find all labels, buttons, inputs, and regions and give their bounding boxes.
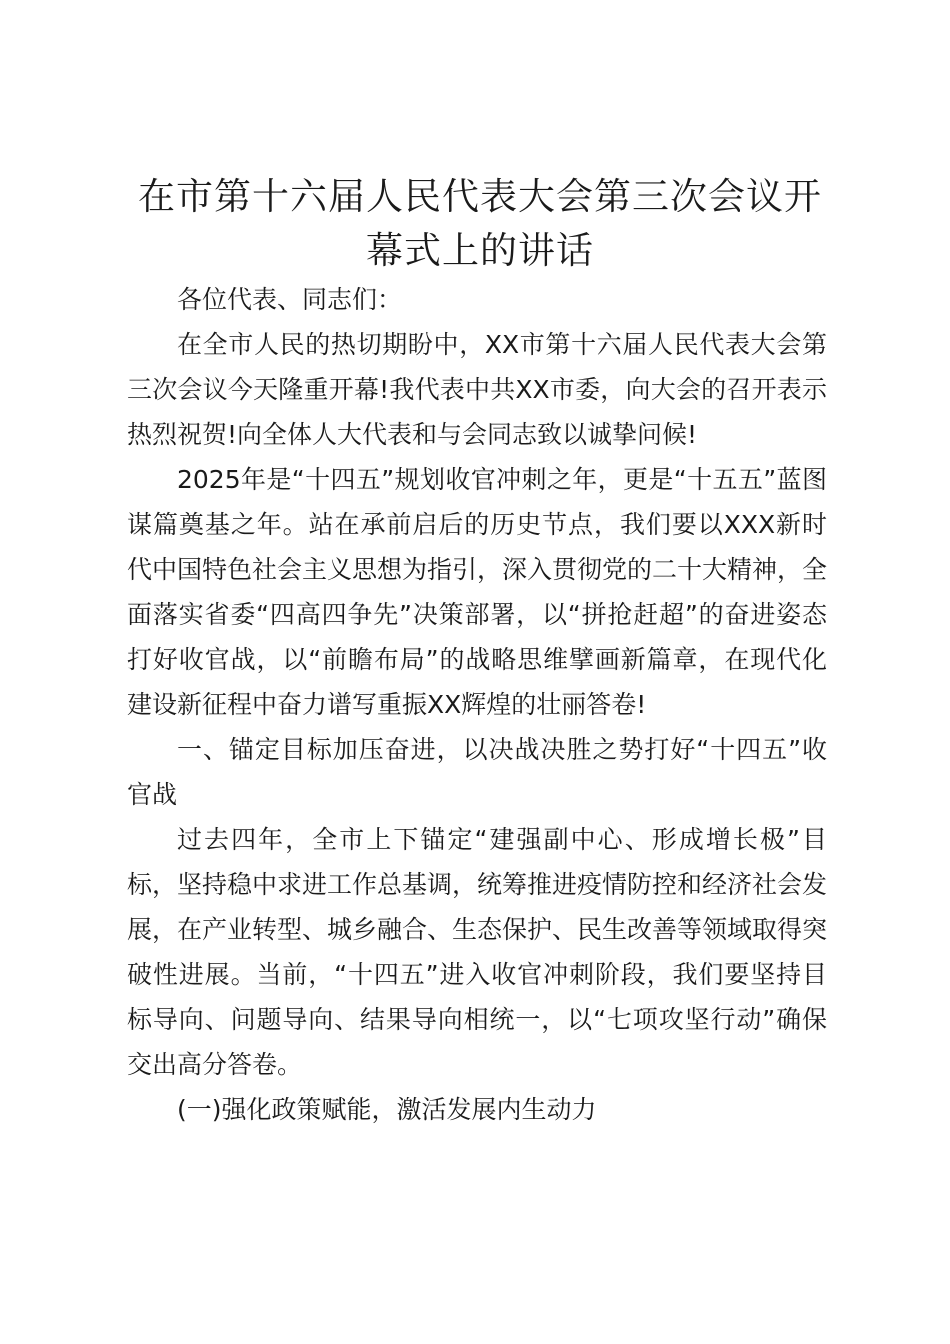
paragraph-context: 2025年是“十四五”规划收官冲刺之年，更是“十五五”蓝图谋篇奠基之年。站在承前启后的历史节点，我们要以XXX新时代中国特色社会主义思想为指引，深入贯彻党的二十大精神，全面落实省委“四高四争先”决策部署，以“拼抢赶超”的奋进姿态打好收官战，以“前瞻布局”的战略思维擘画新篇章，在现代化建设新征程中奋力谱写重振XX辉煌的壮丽答卷! [127, 465, 828, 719]
paragraph-opening: 在全市人民的热切期盼中，XX市第十六届人民代表大会第三次会议今天隆重开幕!我代表中共XX市委，向大会的召开表示热烈祝贺!向全体人大代表和与会同志致以诚挚问候! [127, 330, 827, 449]
paragraph-review: 过去四年，全市上下锚定“建强副中心、形成增长极”目标，坚持稳中求进工作总基调，统筹推进疫情防控和经济社会发展，在产业转型、城乡融合、生态保护、民生改善等领域取得突破性进展。当前，“十四五”进入收官冲刺阶段，我们要坚持目标导向、问题导向、结果导向相统一，以“七项攻坚行动”确保交出高分答卷。 [127, 825, 828, 1079]
document-body [127, 277, 827, 1132]
section-heading-1: 一、锚定目标加压奋进，以决战决胜之势打好“十四五”收官战 [127, 735, 827, 809]
subsection-heading-1: (一)强化政策赋能，激活发展内生动力 [177, 1095, 597, 1124]
salutation: 各位代表、同志们： [177, 285, 403, 314]
document-title: 在市第十六届人民代表大会第三次会议开幕式上的讲话 [138, 175, 822, 272]
